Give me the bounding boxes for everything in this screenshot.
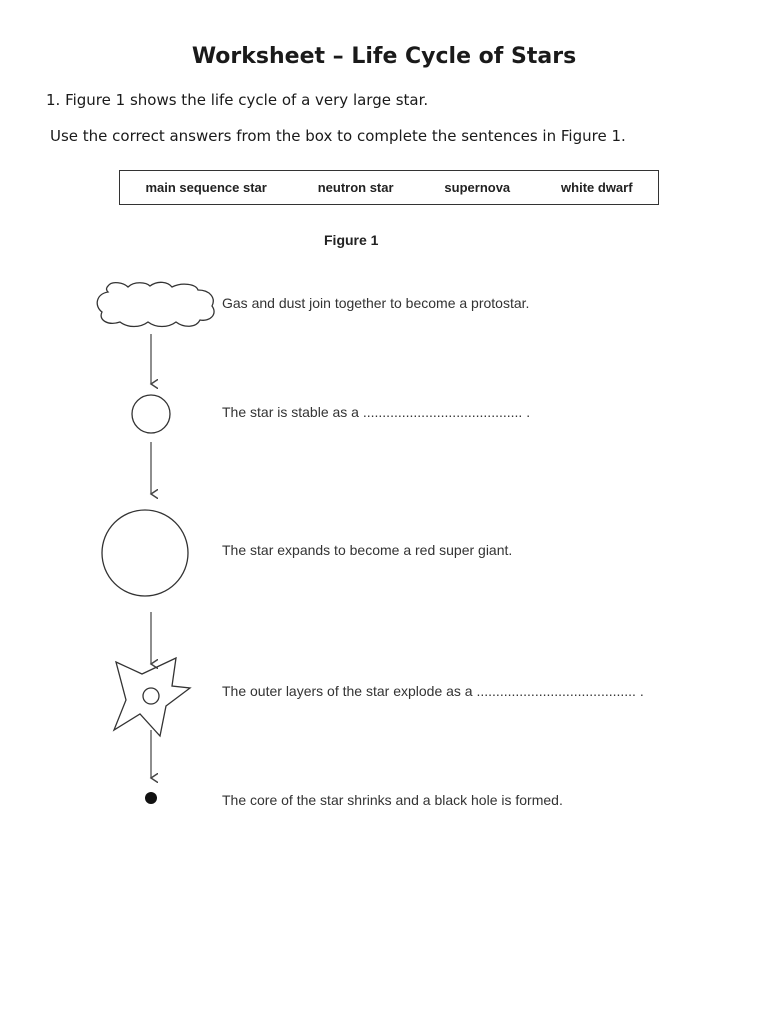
stage-text-stable: The star is stable as a ......................................... . bbox=[222, 404, 531, 420]
answer-option: supernova bbox=[444, 180, 511, 195]
explosion-icon bbox=[114, 658, 190, 736]
question-line-2: Use the correct answers from the box to complete the sentences in Figure 1. bbox=[50, 127, 626, 145]
answer-option: neutron star bbox=[317, 180, 394, 195]
stage-text-explode: The outer layers of the star explode as a ......................................... . bbox=[222, 683, 644, 699]
answer-option: main sequence star bbox=[145, 180, 267, 195]
stage-text-protostar: Gas and dust join together to become a protostar. bbox=[222, 295, 530, 311]
stage-text-super-giant: The star expands to become a red super giant. bbox=[222, 542, 513, 558]
figure-title: Figure 1 bbox=[324, 232, 379, 248]
large-circle-giant-icon bbox=[102, 510, 188, 596]
page-title: Worksheet – Life Cycle of Stars bbox=[191, 44, 577, 69]
stage-text-black-hole: The core of the star shrinks and a black hole is formed. bbox=[222, 792, 563, 808]
black-dot-icon bbox=[145, 792, 157, 804]
gas-cloud-icon bbox=[97, 282, 214, 326]
answer-option: white dwarf bbox=[561, 180, 633, 195]
small-circle-star-icon bbox=[132, 395, 170, 433]
question-line-1: 1. Figure 1 shows the life cycle of a very large star. bbox=[46, 91, 429, 109]
